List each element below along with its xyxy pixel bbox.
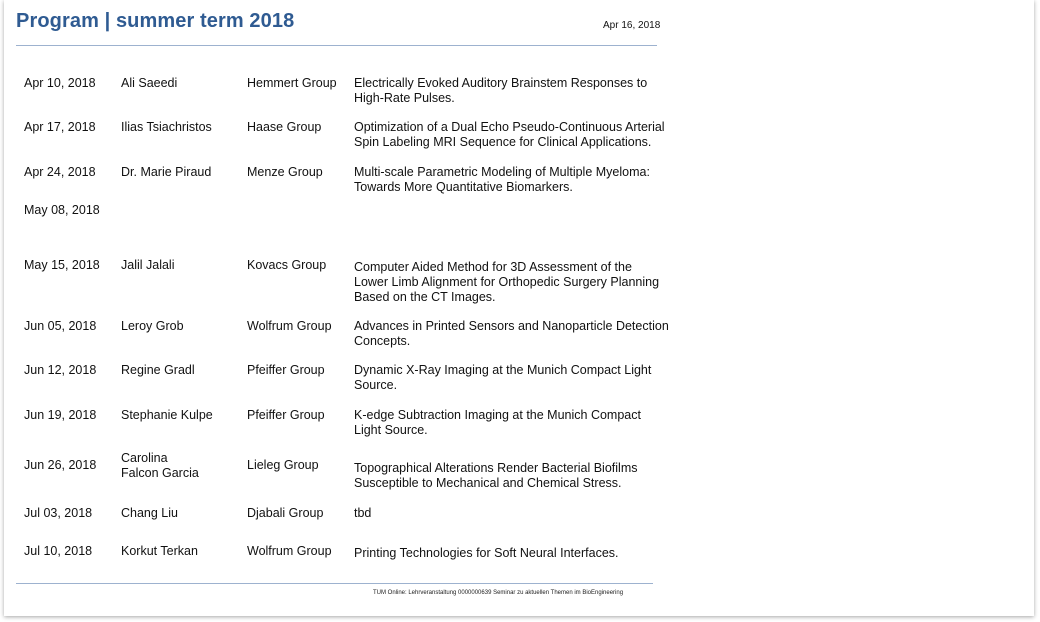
research-group: Kovacs Group	[247, 258, 327, 272]
session-date: May 08, 2018	[24, 203, 100, 217]
talk-title: Printing Technologies for Soft Neural Interfaces.	[354, 546, 619, 560]
speaker-name: Ilias Tsiachristos	[121, 120, 212, 134]
research-group: Pfeiffer Group	[247, 408, 325, 422]
research-group: Hemmert Group	[247, 76, 337, 90]
page-title: Program | summer term 2018	[16, 10, 295, 32]
research-group: Djabali Group	[247, 506, 324, 520]
talk-title: Multi-scale Parametric Modeling of Multiple Myeloma: Towards More Quantitative Biomarkers.	[354, 165, 650, 194]
talk-title: Electrically Evoked Auditory Brainstem Responses to High-Rate Pulses.	[354, 76, 648, 105]
talk-title: K-edge Subtraction Imaging at the Munich Compact Light Source.	[354, 408, 641, 437]
session-date: Apr 24, 2018	[24, 165, 96, 179]
research-group: Menze Group	[247, 165, 323, 179]
session-date: May 15, 2018	[24, 258, 100, 272]
document-page	[4, 0, 1034, 616]
session-date: Apr 17, 2018	[24, 120, 96, 134]
talk-title: Dynamic X-Ray Imaging at the Munich Compact Light Source.	[354, 363, 652, 392]
talk-title: Computer Aided Method for 3D Assessment of the Lower Limb Alignment for Orthopedic Surgery Planning Based on the CT Images.	[354, 260, 660, 304]
speaker-name: Stephanie Kulpe	[121, 408, 213, 422]
speaker-name: Regine Gradl	[121, 363, 195, 377]
speaker-name: Korkut Terkan	[121, 544, 198, 558]
session-date: Jun 19, 2018	[24, 408, 97, 422]
footer-text: TUM Online: Lehrveranstaltung 0000000639 Seminar zu aktuellen Themen im BioEngineering	[373, 590, 624, 596]
session-date: Apr 10, 2018	[24, 76, 96, 90]
talk-title: tbd	[354, 506, 372, 520]
talk-title: Optimization of a Dual Echo Pseudo-Continuous Arterial Spin Labeling MRI Sequence for Clinical Applications.	[354, 120, 665, 149]
research-group: Wolfrum Group	[247, 544, 332, 558]
header-divider	[16, 45, 657, 46]
research-group: Lieleg Group	[247, 458, 319, 472]
session-date: Jun 26, 2018	[24, 458, 97, 472]
speaker-name: Leroy Grob	[121, 319, 184, 333]
session-date: Jun 12, 2018	[24, 363, 97, 377]
talk-title: Advances in Printed Sensors and Nanoparticle Detection Concepts.	[354, 319, 669, 348]
speaker-name: Chang Liu	[121, 506, 178, 520]
talk-title: Topographical Alterations Render Bacterial Biofilms Susceptible to Mechanical and Chemical Stress.	[354, 461, 638, 490]
speaker-name: Dr. Marie Piraud	[121, 165, 212, 179]
session-date: Jun 05, 2018	[24, 319, 97, 333]
header-date: Apr 16, 2018	[603, 20, 661, 31]
speaker-name: Carolina Falcon Garcia	[121, 451, 199, 480]
footer-divider	[16, 583, 653, 584]
speaker-name: Jalil Jalali	[121, 258, 175, 272]
session-date: Jul 03, 2018	[24, 506, 93, 520]
session-date: Jul 10, 2018	[24, 544, 93, 558]
research-group: Wolfrum Group	[247, 319, 332, 333]
research-group: Pfeiffer Group	[247, 363, 325, 377]
research-group: Haase Group	[247, 120, 322, 134]
speaker-name: Ali Saeedi	[121, 76, 178, 90]
